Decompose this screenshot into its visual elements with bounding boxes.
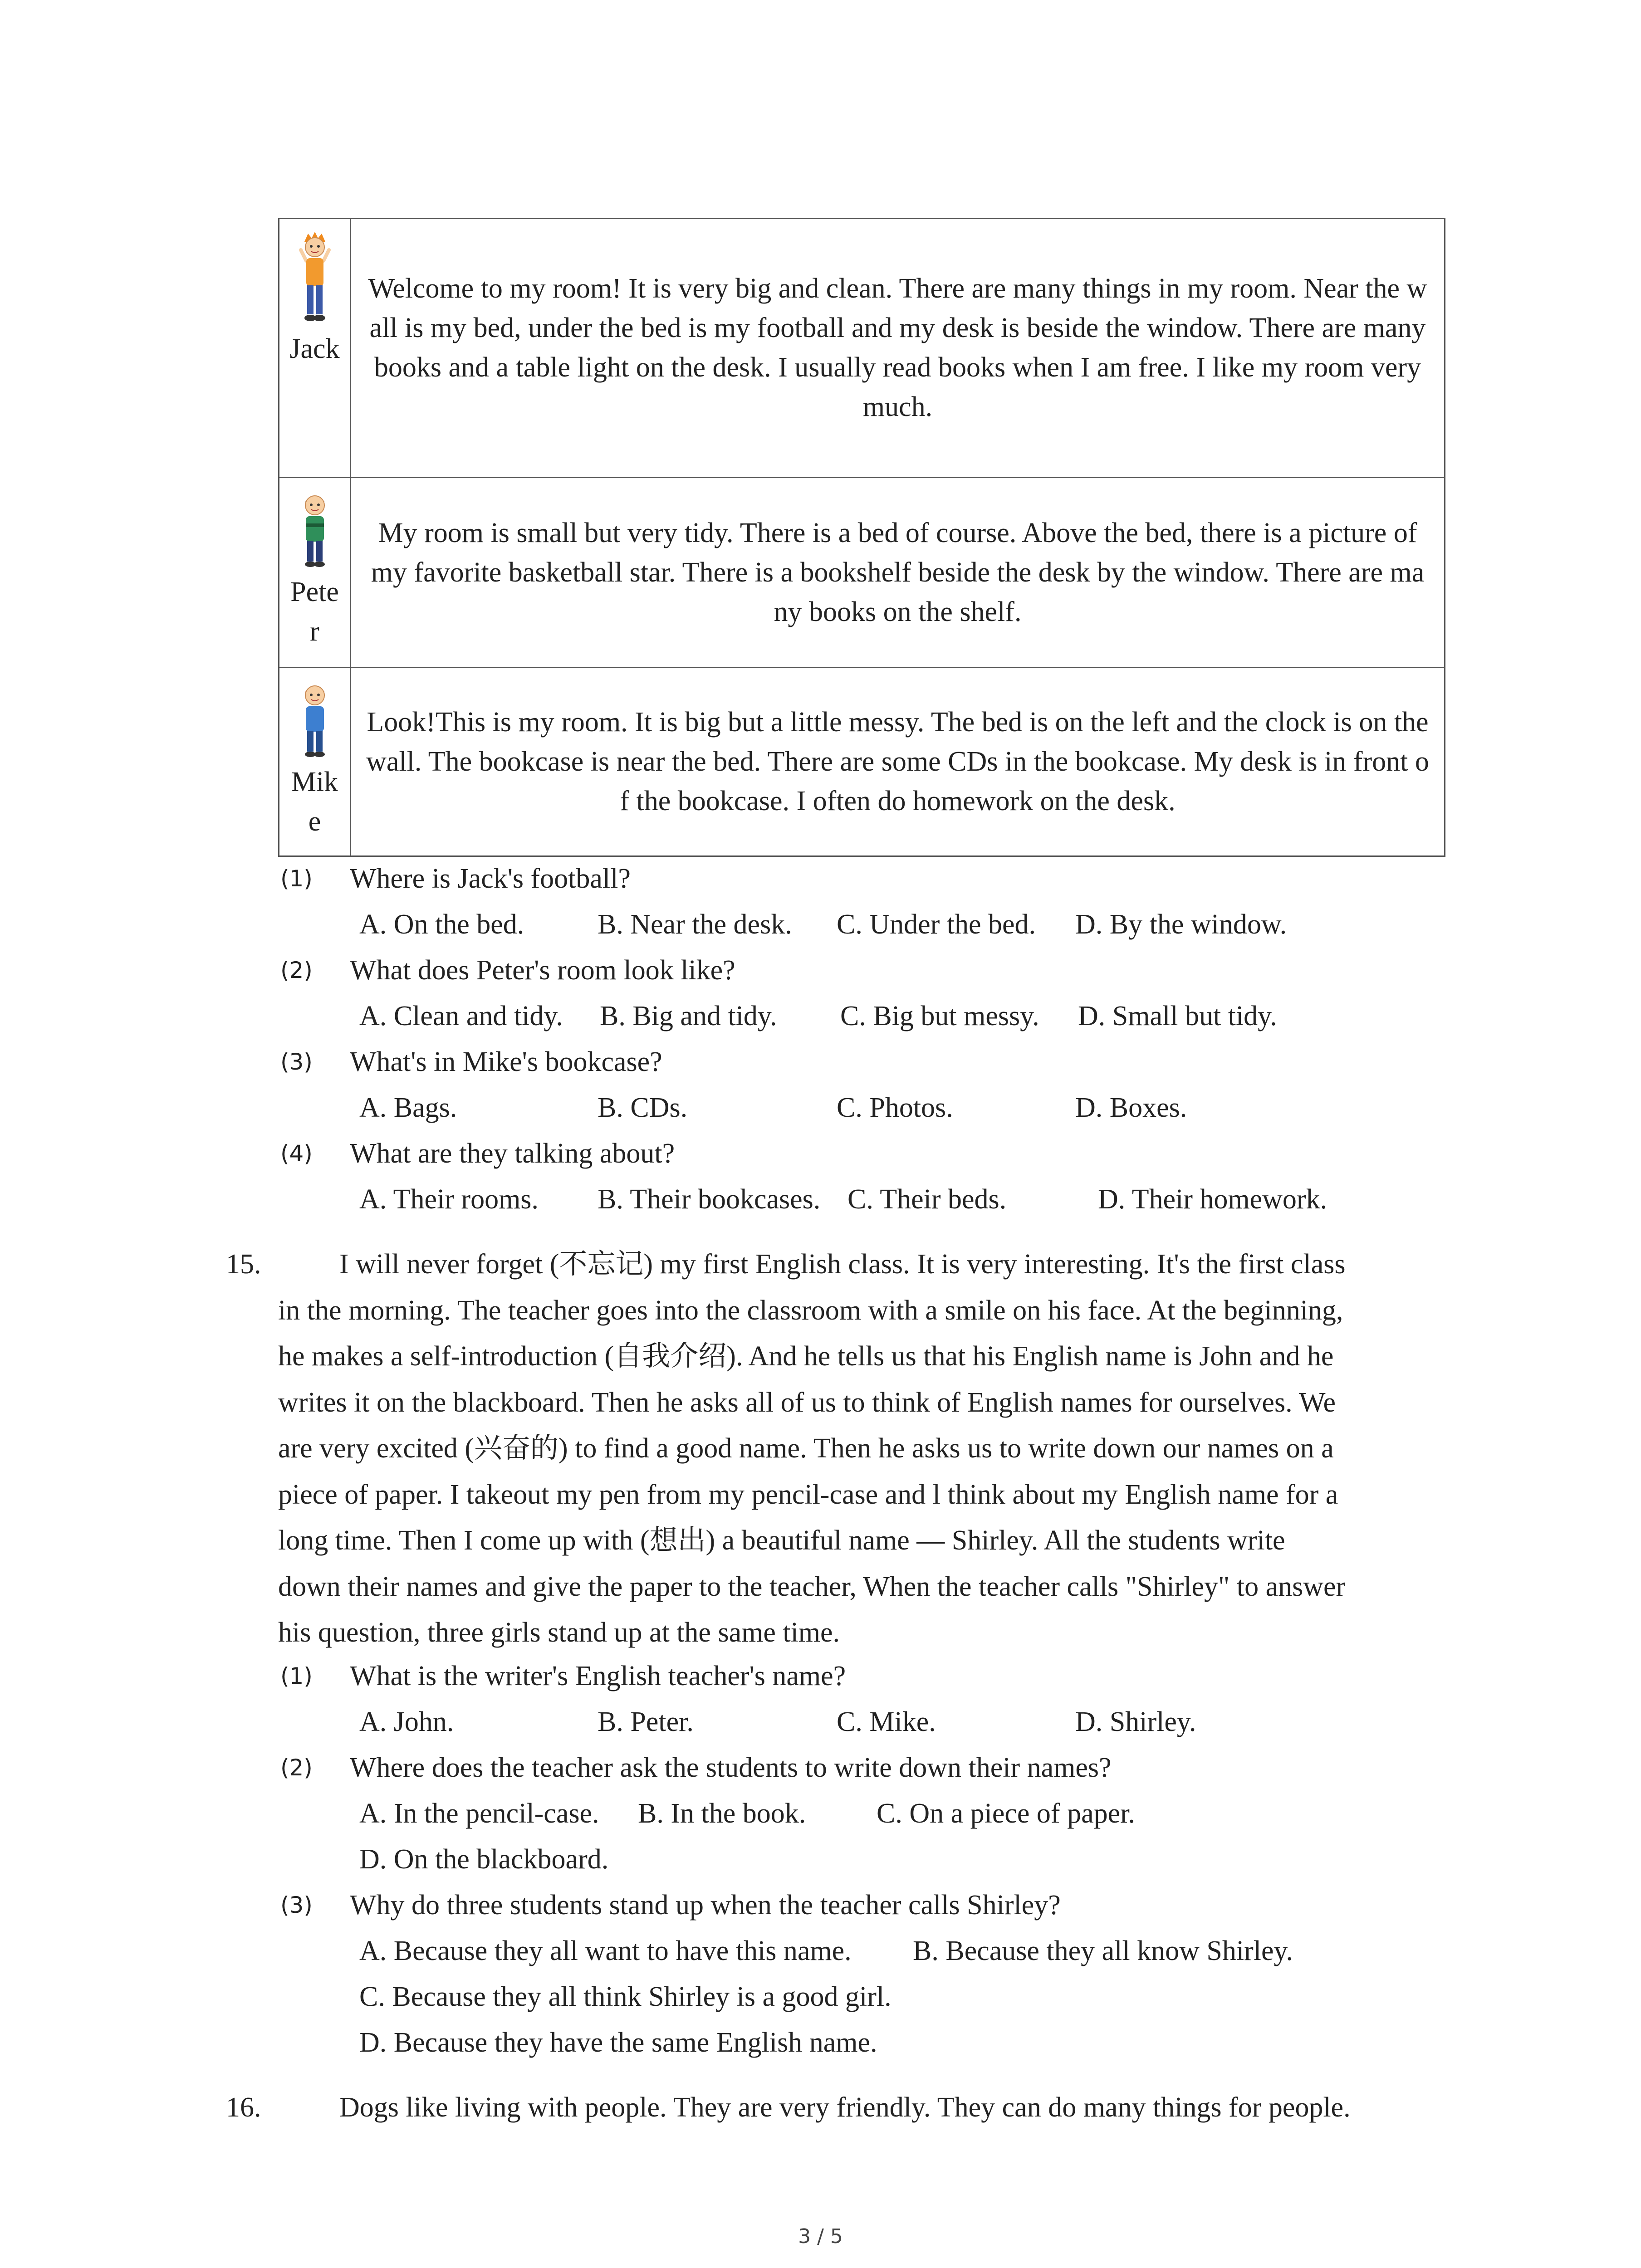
question-number: (1) xyxy=(280,865,313,892)
passage-line: long time. Then I come up with (想出) a beautiful name — Shirley. All the students write xyxy=(278,1525,1285,1556)
passage-number: 15. xyxy=(226,1249,261,1280)
passage-line: are very excited (兴奋的) to find a good name. Then he asks us to write down our names on a xyxy=(278,1433,1334,1464)
option-c[interactable]: C. Mike. xyxy=(837,1706,936,1737)
passage-number: 16. xyxy=(226,2092,261,2123)
page-number: 3 / 5 xyxy=(798,2225,843,2248)
speaker-name: Jack xyxy=(289,333,340,364)
option-b[interactable]: B. CDs. xyxy=(598,1092,688,1123)
option-d[interactable]: D. Their homework. xyxy=(1098,1184,1327,1215)
question-text: Where is Jack's football? xyxy=(350,863,631,894)
passage-line: writes it on the blackboard. Then he asks all of us to think of English names for ourselves. We xyxy=(278,1387,1336,1418)
option-d[interactable]: D. Because they have the same English name. xyxy=(359,2027,877,2058)
speaker-cell xyxy=(279,668,351,856)
option-c[interactable]: C. Under the bed. xyxy=(837,909,1036,940)
speaker-cell xyxy=(279,219,351,478)
passage-line: I will never forget (不忘记) my first English class. It is very interesting. It's the first class xyxy=(339,1249,1346,1280)
question-text: Why do three students stand up when the teacher calls Shirley? xyxy=(350,1890,1061,1921)
question-text: What does Peter's room look like? xyxy=(350,955,735,986)
passage-line: piece of paper. I takeout my pen from my pencil-case and l think about my English name for a xyxy=(278,1479,1338,1510)
option-b[interactable]: B. Their bookcases. xyxy=(598,1184,821,1215)
option-c[interactable]: C. Photos. xyxy=(837,1092,953,1123)
speaker-cell xyxy=(279,478,351,668)
option-a[interactable]: A. Bags. xyxy=(359,1092,457,1123)
question-text: What are they talking about? xyxy=(350,1138,675,1169)
passage-line: Dogs like living with people. They are very friendly. They can do many things for people. xyxy=(339,2092,1351,2123)
option-c[interactable]: C. On a piece of paper. xyxy=(877,1798,1135,1829)
option-a[interactable]: A. On the bed. xyxy=(359,909,524,940)
question-number: (4) xyxy=(280,1140,313,1167)
room-description-text: Welcome to my room! It is very big and clean. There are many things in my room. Near the wall is my bed, under the bed is my football and my desk is beside the window. There are many books and a table light on the desk. I usually read books when I am free. I like my room very much. xyxy=(351,219,1445,478)
passage-16 xyxy=(278,2085,1449,2131)
option-b[interactable]: B. In the book. xyxy=(638,1798,806,1829)
option-d[interactable]: D. By the window. xyxy=(1075,909,1287,940)
option-a[interactable]: A. Clean and tidy. xyxy=(359,1001,563,1031)
option-d[interactable]: D. On the blackboard. xyxy=(359,1844,609,1875)
option-a[interactable]: A. Because they all want to have this name. xyxy=(359,1936,852,1966)
option-c[interactable]: C. Their beds. xyxy=(847,1184,1007,1215)
question-number: (3) xyxy=(280,1892,313,1918)
option-c[interactable]: C. Big but messy. xyxy=(840,1001,1039,1031)
option-b[interactable]: B. Peter. xyxy=(598,1706,694,1737)
table-row xyxy=(279,668,1445,856)
passage-line: down their names and give the paper to the teacher, When the teacher calls "Shirley" to answer xyxy=(278,1571,1346,1602)
question-text: Where does the teacher ask the students to write down their names? xyxy=(350,1752,1112,1783)
speaker-name: Mike xyxy=(291,767,338,837)
option-d[interactable]: D. Small but tidy. xyxy=(1078,1001,1277,1031)
question-number: (2) xyxy=(280,957,313,983)
option-a[interactable]: A. In the pencil-case. xyxy=(359,1798,599,1829)
question-number: (2) xyxy=(280,1755,313,1781)
room-description-table xyxy=(278,218,1445,857)
question-text: What is the writer's English teacher's name? xyxy=(350,1661,846,1691)
kid-jack-icon xyxy=(299,232,331,329)
room-description-text: My room is small but very tidy. There is a bed of course. Above the bed, there is a picture of my favorite basketball star. There is a bookshelf beside the desk by the window. There are many books on the shelf. xyxy=(351,478,1445,668)
option-d[interactable]: D. Boxes. xyxy=(1075,1092,1187,1123)
option-b[interactable]: B. Near the desk. xyxy=(598,909,792,940)
option-a[interactable]: A. John. xyxy=(359,1706,454,1737)
speaker-name: Peter xyxy=(290,577,339,647)
passage-line: he makes a self-introduction (自我介绍). And he tells us that his English name is John and he xyxy=(278,1341,1334,1372)
option-a[interactable]: A. Their rooms. xyxy=(359,1184,539,1215)
question-number: (3) xyxy=(280,1049,313,1075)
table-row xyxy=(279,219,1445,478)
option-b[interactable]: B. Because they all know Shirley. xyxy=(913,1936,1293,1966)
question-number: (1) xyxy=(280,1663,313,1689)
kid-mike-icon xyxy=(299,681,331,763)
option-d[interactable]: D. Shirley. xyxy=(1075,1706,1196,1737)
room-description-text: Look!This is my room. It is big but a little messy. The bed is on the left and the clock is on the wall. The bookcase is near the bed. There are some CDs in the bookcase. My desk is in front of the bookcase. I often do homework on the desk. xyxy=(351,668,1445,856)
passage-15 xyxy=(278,1242,1449,1656)
option-c[interactable]: C. Because they all think Shirley is a good girl. xyxy=(359,1981,892,2012)
question-text: What's in Mike's bookcase? xyxy=(350,1046,662,1077)
kid-peter-icon xyxy=(299,491,331,572)
passage-line: in the morning. The teacher goes into the classroom with a smile on his face. At the beginning, xyxy=(278,1295,1343,1326)
passage-line: his question, three girls stand up at the same time. xyxy=(278,1617,840,1648)
option-b[interactable]: B. Big and tidy. xyxy=(600,1001,777,1031)
table-row xyxy=(279,478,1445,668)
